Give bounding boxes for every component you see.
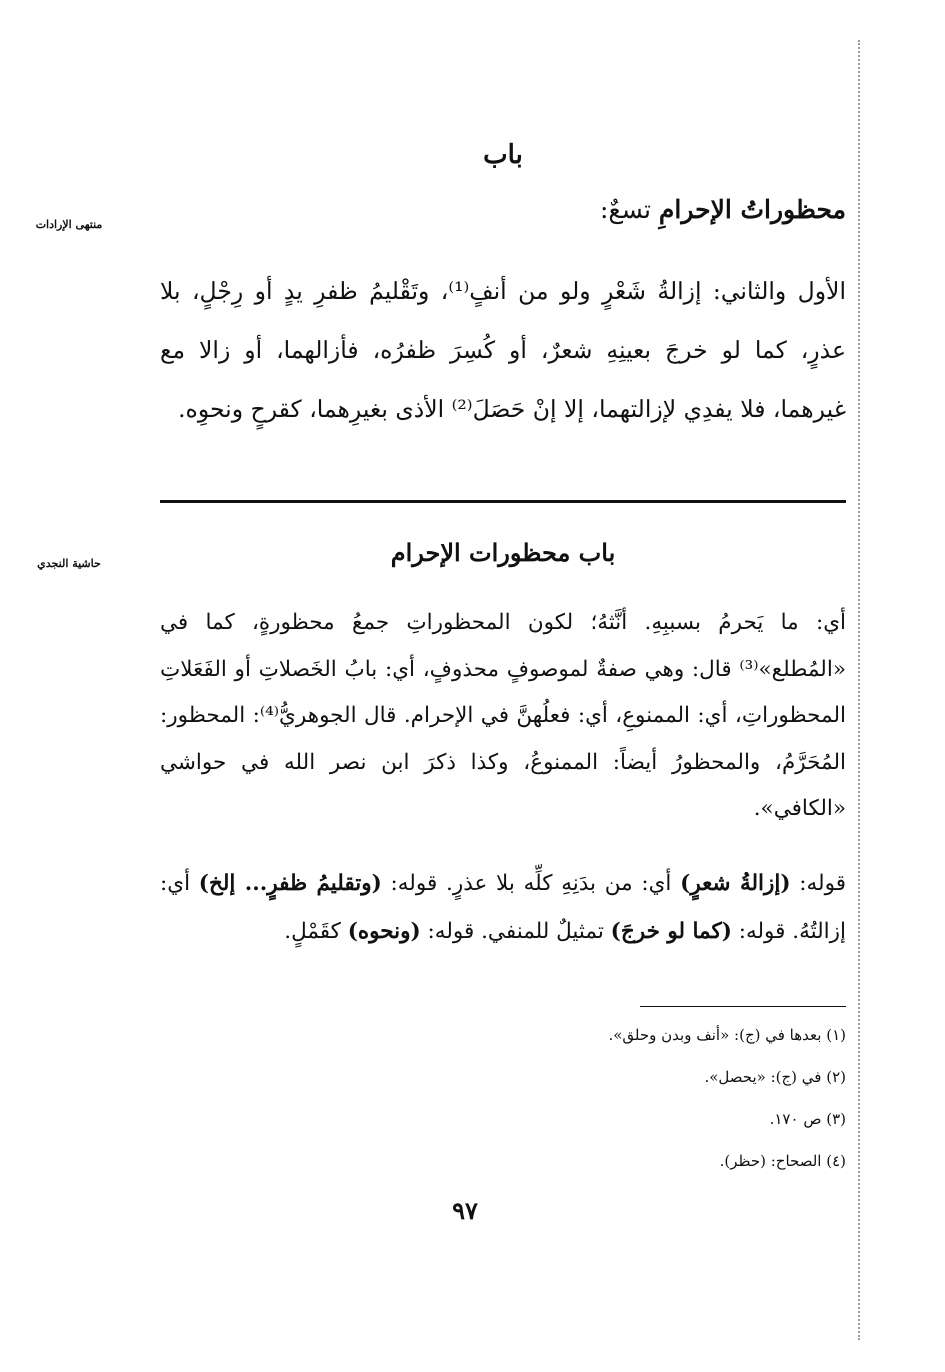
footnote-1: (١) بعدها في (ج): «أنف وبدن وحلق». bbox=[608, 1026, 846, 1044]
matn-paragraph: الأول والثاني: إزالةُ شَعْرٍ ولو من أنفٍ⁽¹⁾، وتَقْليمُ ظفرِ يدٍ أو رِجْلٍ، بلا عذرٍ، كما لو خرجَ بعينِهِ شعرٌ، أو كُسِرَ ظفرُه، فأزالهما، أو زالا مع غيرهما، فلا يفدِي لإزالتهما، إلا إنْ حَصَلَ⁽²⁾ الأذى بغيرِهما، كقرحٍ ونحوِه. bbox=[160, 277, 846, 423]
hashiya-source-label: حاشية النجدي bbox=[37, 557, 101, 570]
section-divider bbox=[160, 500, 846, 503]
footnote-divider bbox=[640, 1006, 846, 1007]
para2-quote-2: (وتقليمُ ظفرٍ... إلخ) bbox=[198, 871, 382, 896]
para2-quote-3: (كما لو خرجَ) bbox=[610, 919, 732, 944]
footnote-3: (٣) ص ١٧٠. bbox=[769, 1110, 846, 1128]
hashiya-paragraph-1: أي: ما يَحرمُ بسببِهِ. أنَّثهُ؛ لكون المحظوراتِ جمعُ محظورةٍ، كما في «المُطلع»⁽³⁾ قال: وهي صفةٌ لموصوفٍ محذوفٍ، أي: بابُ الخَصلاتِ أو الفَعَلاتِ المحظوراتِ، أي: الممنوعِ، أي: فعلُهنَّ في الإحرام. قال الجوهريُّ⁽⁴⁾: المحظور: المُحَرَّمُ، والمحظورُ أيضاً: الممنوعُ، وكذا ذكرَ ابن نصر الله في حواشي «الكافي». bbox=[160, 610, 847, 821]
footnotes bbox=[400, 1020, 846, 1188]
para2-quote-1: (إزالةُ شعرٍ) bbox=[680, 871, 791, 896]
subheading-bold: محظوراتُ الإحرامِ bbox=[658, 195, 846, 224]
margin-dotted-line bbox=[858, 40, 860, 1340]
para2-text-3: تمثيلٌ للمنفي. قوله: bbox=[420, 919, 611, 944]
para2-text-2: أي: إزالتُهُ. قوله: bbox=[160, 871, 846, 944]
footnote-2: (٢) في (ج): «يحصل». bbox=[704, 1068, 846, 1086]
para2-lead: قوله: bbox=[790, 871, 846, 896]
page-number: ٩٧ bbox=[452, 1196, 478, 1225]
hashiya-heading: باب محظورات الإحرام bbox=[390, 538, 616, 567]
chapter-subheading bbox=[160, 195, 846, 224]
chapter-heading: باب bbox=[483, 140, 523, 170]
subheading-rest: تسعٌ: bbox=[599, 195, 659, 224]
para2-quote-4: (ونحوه) bbox=[347, 919, 421, 944]
footnote-4: (٤) الصحاح: (حظر). bbox=[719, 1152, 846, 1170]
para2-text-4: كقَمْلٍ. bbox=[284, 919, 348, 944]
para2-text-1: أي: من بدَنِهِ كلِّه بلا عذرٍ. قوله: bbox=[381, 871, 681, 896]
matn-source-label: منتهى الإرادات bbox=[35, 218, 103, 231]
hashiya-paragraph-2 bbox=[160, 860, 846, 956]
